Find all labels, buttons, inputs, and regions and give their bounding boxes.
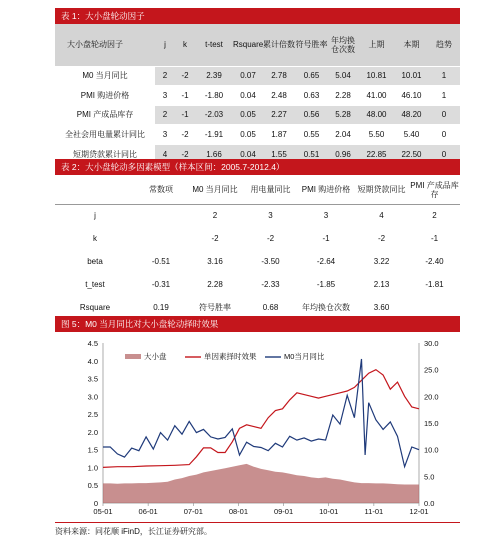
left-axis-tick-label: 4.5 [87, 339, 98, 348]
table1-cell: 2 [155, 66, 175, 86]
table2-header-cell: PMI 购进价格 [298, 176, 354, 204]
table1-header-cell: 累计倍数 [263, 40, 295, 50]
table2-cell: 2.13 [373, 280, 390, 289]
table1-cell: 0.63 [295, 86, 328, 106]
table2-cell [135, 204, 187, 227]
table2-cell: 3.60 [373, 303, 390, 312]
table2-cell: beta [87, 257, 103, 266]
table2-cell: t_test [85, 280, 105, 289]
table2-cell: -0.51 [151, 257, 171, 266]
table2-caption: 表 2：大小盘轮动多因素模型（样本区间：2005.7-2012.4） [55, 159, 460, 175]
table2-cell: -2 [211, 234, 219, 243]
x-axis-tick-label: 11-01 [364, 507, 384, 516]
x-axis-tick-label: 07-01 [183, 507, 203, 516]
table2-header-cell: M0 当月同比 [187, 176, 243, 204]
table1-cell: 4 [155, 144, 175, 164]
table1-cell: 22.85 [358, 144, 395, 164]
table1-header-row [55, 24, 460, 66]
table1-cell: 5.40 [395, 125, 428, 145]
left-axis-tick-label: 2.0 [87, 427, 98, 437]
x-axis-tick-label: 12-01 [409, 507, 429, 516]
table2-cell: -3.50 [261, 257, 280, 266]
table1-cell: 0 [428, 125, 460, 145]
table2-cell: -1.85 [316, 280, 336, 289]
table2-cell: 4 [354, 204, 409, 227]
table1-header-cell: Rsquare [233, 40, 263, 50]
table1-cell: -2 [175, 144, 195, 164]
table2-cell: k [93, 234, 97, 243]
table1-cell: 5.50 [358, 125, 395, 145]
table1-cell: 10.01 [395, 66, 428, 86]
table1-cell: 2.28 [328, 86, 358, 106]
legend-label: 大小盘 [144, 352, 167, 361]
table1-cell: 1 [428, 66, 460, 86]
x-axis-tick-label: 10-01 [319, 507, 339, 516]
table1-cell: 0 [428, 105, 460, 125]
x-axis-tick-label: 09-01 [273, 507, 294, 516]
table1-cell: 3 [155, 86, 175, 106]
table1-cell: 2.78 [263, 66, 295, 86]
table1-cell: 0.05 [233, 125, 263, 145]
table1-cell: 0.04 [233, 144, 263, 164]
legend-label: 单因素择时效果 [204, 352, 257, 361]
m0-timing-chart [55, 333, 460, 517]
table1-header-cell: j [164, 40, 166, 50]
left-axis-tick-label: 1.0 [87, 463, 98, 473]
legend-swatch-area [125, 354, 141, 359]
table1-cell: -2.03 [195, 105, 233, 125]
x-axis-tick-label: 08-01 [228, 507, 249, 516]
table2-header-cell: 短期贷款同比 [354, 176, 409, 204]
source-note: 资料来源：同花顺 iFinD，长江证券研究部。 [55, 522, 460, 537]
right-axis-tick-label: 0.0 [424, 499, 435, 508]
table1-cell: PMI 产成品库存 [55, 105, 155, 125]
x-axis-tick-label: 05-01 [93, 507, 113, 516]
table1-cell: -1 [175, 86, 195, 106]
table1-cell: M0 当月同比 [55, 66, 155, 86]
table2-cell: -1.81 [425, 280, 444, 289]
table1-cell: -2 [175, 125, 195, 145]
left-axis-tick-label: 4.0 [87, 356, 98, 366]
table2-cell: 3 [243, 204, 298, 227]
table1-header-cell: 上期 [368, 40, 385, 50]
table1-cell: 1.55 [263, 144, 295, 164]
table2-row [55, 273, 460, 296]
table1-cell: 22.50 [395, 144, 428, 164]
table1-cell: 48.00 [358, 105, 395, 125]
table1-row [55, 86, 460, 106]
table2-cell: 0.68 [262, 303, 279, 312]
table2-row [55, 204, 460, 227]
table2-cell: 3 [298, 204, 354, 227]
table1-cell: 41.00 [358, 86, 395, 106]
left-axis-tick-label: 0.5 [87, 481, 98, 491]
table1-cell: 2 [155, 105, 175, 125]
table2-cell: -2.64 [316, 257, 336, 266]
table2-cell: Rsquare [79, 303, 111, 312]
table1-cell: -1 [175, 105, 195, 125]
table1-row [55, 66, 460, 86]
right-axis-tick-label: 20.0 [424, 392, 439, 402]
table1-cell: 2.48 [263, 86, 295, 106]
x-axis-tick-label: 06-01 [138, 507, 158, 516]
right-axis-tick-label: 15.0 [424, 419, 439, 428]
table1-header-cell: t-test [205, 40, 223, 50]
table2-cell: -2.33 [261, 280, 280, 289]
table2-cell: -2 [377, 234, 386, 243]
table1-cell: -1.80 [195, 86, 233, 106]
series-line-single-factor [103, 370, 419, 468]
table1-cell: 短期贷款累计同比 [55, 144, 155, 164]
table1-cell: 2.04 [328, 125, 358, 145]
table1-cell: 0 [428, 144, 460, 164]
table2-header-cell: 用电量同比 [243, 176, 298, 204]
right-axis-tick-label: 30.0 [424, 339, 439, 348]
table2-cell: 3.16 [207, 257, 223, 266]
table2-cell: -1 [322, 234, 330, 243]
table1-header-cell: 本期 [403, 40, 420, 50]
table1-row [55, 105, 460, 125]
table1-row [55, 125, 460, 145]
table1-header-cell: 年均换仓次数 [331, 35, 355, 54]
table1 [55, 24, 460, 164]
table2-cell: 年均换仓次数 [302, 303, 350, 312]
table1-cell: 0.51 [295, 144, 328, 164]
table1-cell: -1.91 [195, 125, 233, 145]
table2-header-cell [55, 176, 135, 204]
table1-cell: 0.04 [233, 86, 263, 106]
left-axis-tick-label: 3.5 [87, 374, 98, 384]
table1-header-cell: 趋势 [436, 40, 452, 50]
series-line-m0-yoy [103, 359, 419, 467]
table1-cell: 0.07 [233, 66, 263, 86]
table1-cell: 0.05 [233, 105, 263, 125]
table1-cell: 5.28 [328, 105, 358, 125]
table1-cell: 1 [428, 86, 460, 106]
table2-cell: -2 [266, 234, 275, 243]
left-axis-tick-label: 2.5 [87, 410, 98, 420]
table2-cell: 3.22 [373, 257, 390, 266]
table1-cell: 2.39 [195, 66, 233, 86]
right-axis-tick-label: 10.0 [424, 445, 439, 455]
table2-cell: 2 [187, 204, 243, 227]
table1-cell: 0.56 [295, 105, 328, 125]
table1-cell: 46.10 [395, 86, 428, 106]
table2-header-cell: PMI 产成品库存 [409, 176, 460, 204]
table1-cell: 0.65 [295, 66, 328, 86]
table1-cell: 0.96 [328, 144, 358, 164]
table1-cell: 3 [155, 125, 175, 145]
table1-cell: 0.55 [295, 125, 328, 145]
table1-header-cell: k [183, 40, 187, 50]
table2-row [55, 250, 460, 273]
table2-cell: j [55, 204, 135, 227]
table2 [55, 176, 460, 319]
table1-cell: 48.20 [395, 105, 428, 125]
figure-caption: 图 5：M0 当月同比对大小盘轮动择时效果 [55, 316, 460, 332]
left-axis-tick-label: 0 [93, 499, 98, 508]
table1-cell: -2 [175, 66, 195, 86]
table1-cell: 1.66 [195, 144, 233, 164]
table2-cell: 符号胜率 [199, 303, 231, 312]
left-axis-tick-label: 1.5 [87, 445, 98, 455]
table2-cell: 2 [409, 204, 460, 227]
table2-header-row [55, 176, 460, 204]
legend-label: M0当月同比 [284, 352, 325, 361]
table2-cell: -2.40 [425, 257, 444, 266]
series-area-size-ratio [103, 464, 419, 503]
table1-cell: PMI 购进价格 [55, 86, 155, 106]
table1-header-cell: 符号胜率 [295, 40, 328, 50]
table2-cell: 2.28 [207, 280, 223, 289]
table1-cell: 全社会用电量累计同比 [55, 125, 155, 145]
table1-cell: 10.81 [358, 66, 395, 86]
left-axis-tick-label: 3.0 [87, 392, 98, 402]
table1-cell: 2.27 [263, 105, 295, 125]
table2-cell: -1 [430, 234, 439, 243]
right-axis-tick-label: 5.0 [424, 472, 435, 482]
table2-cell [135, 227, 187, 250]
table1-cell: 5.04 [328, 66, 358, 86]
table1-caption: 表 1：大小盘轮动因子 [55, 8, 460, 24]
table2-cell: -0.31 [151, 280, 171, 289]
table2-header-cell: 常数项 [135, 176, 187, 204]
table1-header-cell: 大小盘轮动因子 [67, 40, 123, 50]
table2-cell: 0.19 [153, 303, 169, 312]
right-axis-tick-label: 25.0 [424, 365, 439, 375]
table2-row [55, 227, 460, 250]
table1-cell: 1.87 [263, 125, 295, 145]
